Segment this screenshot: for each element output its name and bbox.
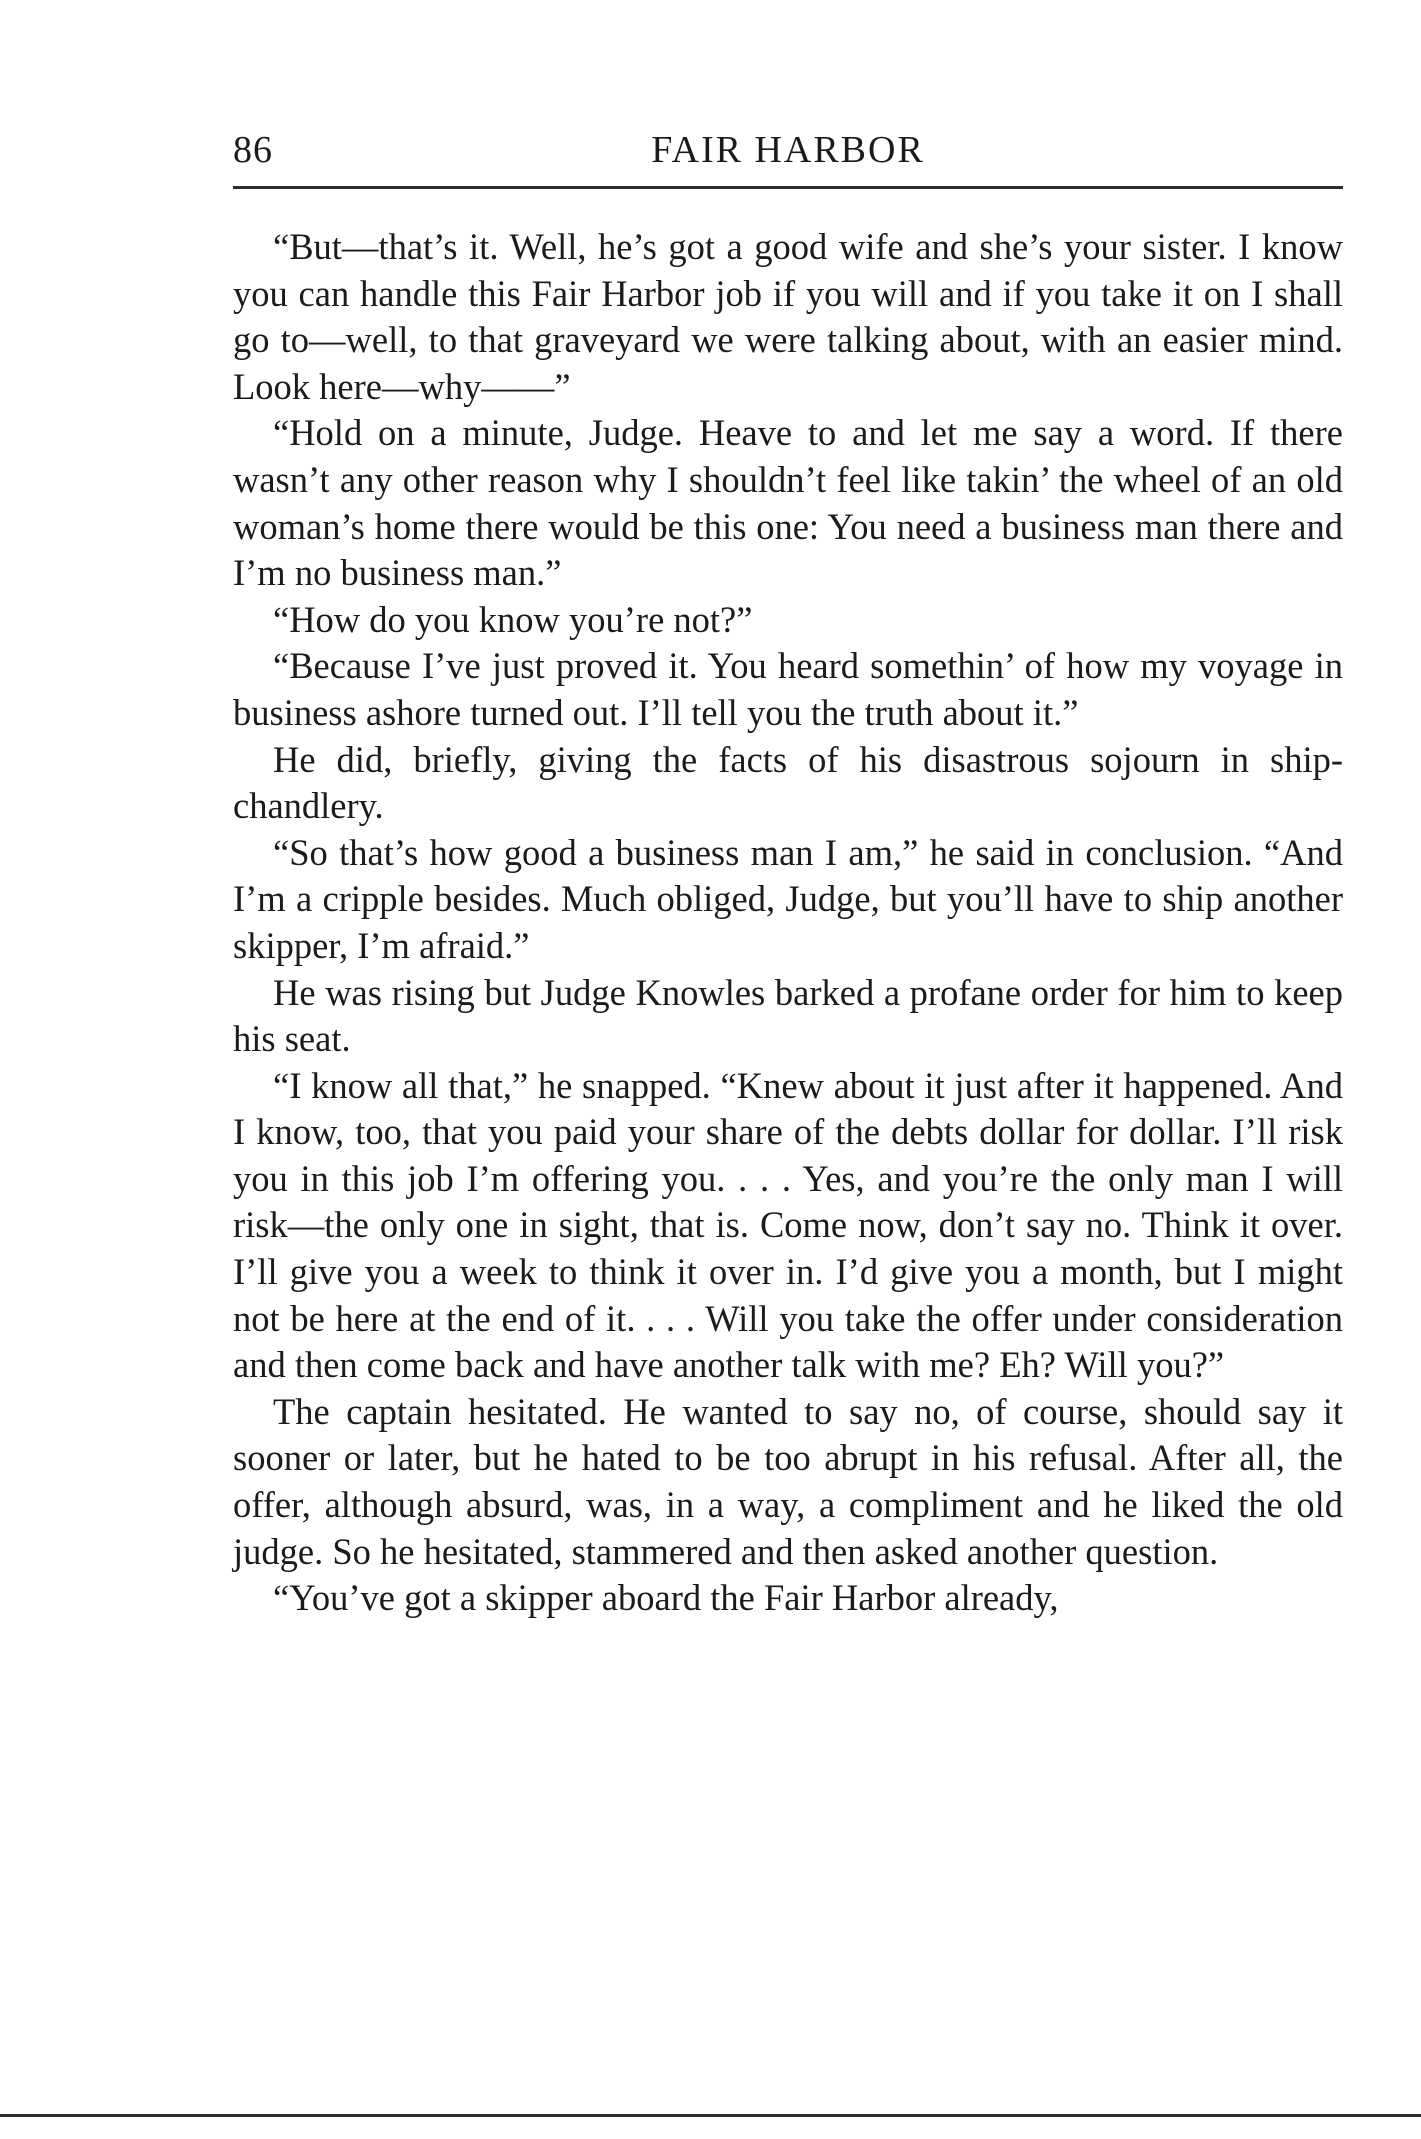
- page-number: 86: [233, 129, 273, 171]
- paragraph: “I know all that,” he snapped. “Knew about it just after it happened. And I know, too, that you paid your share of the debts dollar for dollar. I’ll risk you in this job I’m offering you. . . . Yes, and you’re the only man I will risk—the only one in sight, that is. Come now, don’t say no. Think it over. I’ll give you a week to think it over in. I’d give you a month, but I might not be here at the end of it. . . . Will you take the offer under consideration and then come back and have another talk with me? Eh? Will you?”: [233, 1064, 1343, 1386]
- footer-rule: [0, 2114, 1421, 2117]
- paragraph: He did, briefly, giving the facts of his disastrous sojourn in ship-chandlery.: [233, 738, 1343, 827]
- paragraph: The captain hesitated. He wanted to say no, of course, should say it sooner or later, but he hated to be too abrupt in his refusal. After all, the offer, although absurd, was, in a way, a compliment and he liked the old judge. So he hesitated, stammered and then asked another question.: [233, 1390, 1343, 1572]
- running-head: FAIR HARBOR: [651, 129, 925, 171]
- paragraph: He was rising but Judge Knowles barked a profane order for him to keep his seat.: [233, 971, 1343, 1060]
- paragraph: “How do you know you’re not?”: [273, 598, 753, 640]
- paragraph: “You’ve got a skipper aboard the Fair Harbor already,: [273, 1577, 1059, 1619]
- header-rule: [233, 186, 1343, 189]
- page-header: [233, 128, 1343, 184]
- paragraph: “So that’s how good a business man I am,” he said in conclusion. “And I’m a cripple besides. Much obliged, Judge, but you’ll have to ship another skipper, I’m afraid.”: [233, 831, 1343, 966]
- paragraph: “Because I’ve just proved it. You heard somethin’ of how my voyage in business ashore turned out. I’ll tell you the truth about it.”: [233, 645, 1343, 733]
- body-text: [233, 224, 1343, 1622]
- paragraph: “Hold on a minute, Judge. Heave to and let me say a word. If there wasn’t any other reason why I shouldn’t feel like takin’ the wheel of an old woman’s home there would be this one: You need a business man there and I’m no business man.”: [233, 412, 1343, 594]
- paragraph: “But—that’s it. Well, he’s got a good wife and she’s your sister. I know you can handle this Fair Harbor job if you will and if you take it on I shall go to—well, to that graveyard we were talking about, with an easier mind. Look here—why——”: [233, 226, 1343, 407]
